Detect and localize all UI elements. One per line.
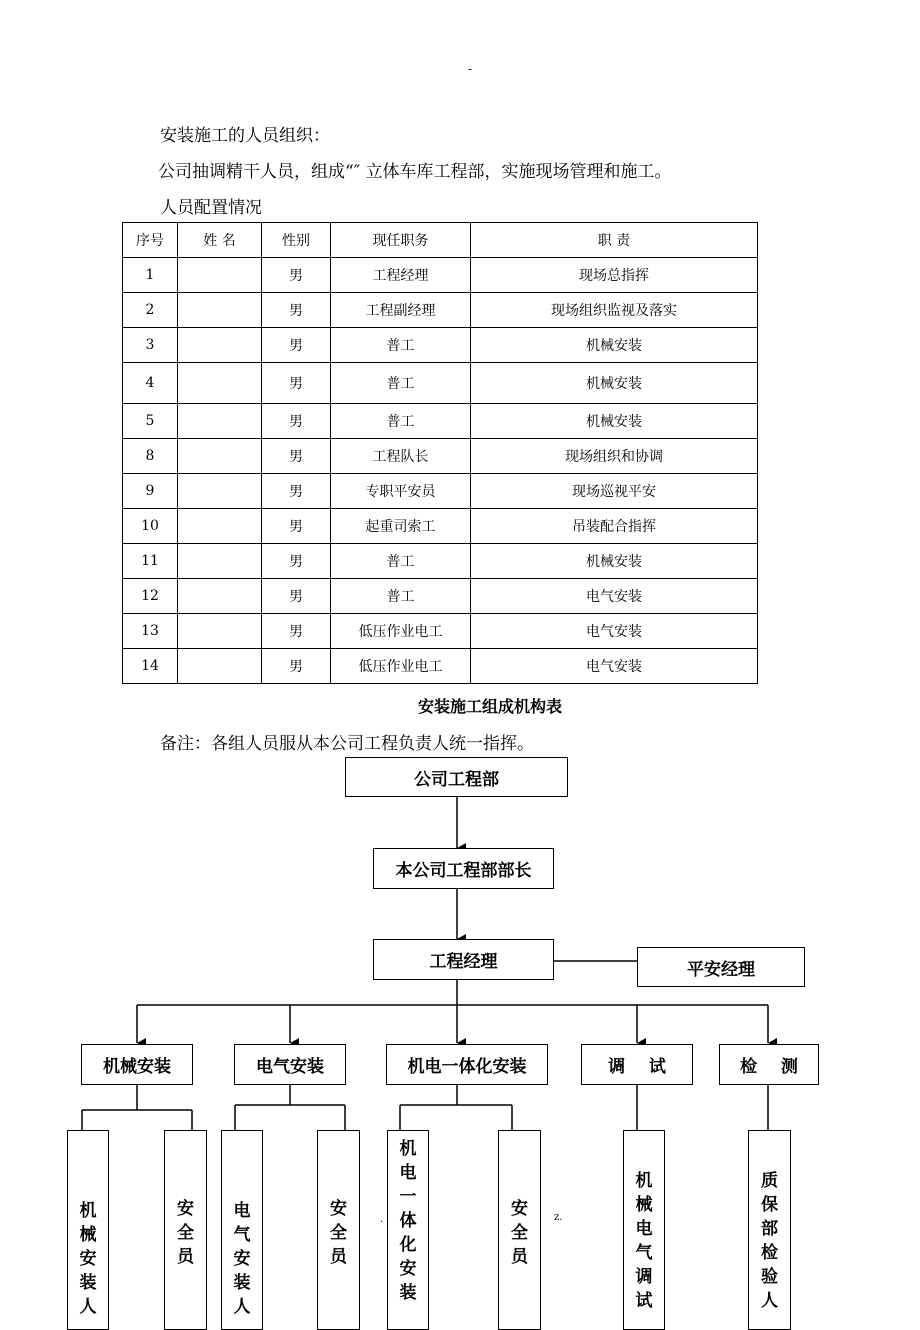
sub-mechatronic-safety-officer	[498, 1130, 541, 1330]
sub-char: 调	[635, 1267, 653, 1287]
sub-char: 全	[511, 1223, 528, 1243]
org-safety-manager: 平安经理	[637, 947, 805, 987]
sub-mechanical-installer	[67, 1130, 109, 1330]
cell-position: 工程经理	[331, 258, 471, 293]
intro-line-3: 人员配置情况	[160, 198, 262, 218]
sub-char: 员	[511, 1247, 528, 1267]
cell-index: 13	[123, 614, 178, 649]
sub-char: 械	[635, 1195, 653, 1215]
cell-gender: 男	[262, 474, 331, 509]
sub-char: 员	[330, 1247, 347, 1267]
sub-char: 装	[79, 1273, 97, 1293]
cell-gender: 男	[262, 544, 331, 579]
cell-index: 10	[123, 509, 178, 544]
cell-gender: 男	[262, 328, 331, 363]
cell-duty: 机械安装	[471, 544, 758, 579]
sub-char: 安	[177, 1199, 194, 1219]
cell-duty: 机械安装	[471, 328, 758, 363]
sub-char: 试	[635, 1291, 653, 1311]
cell-gender: 男	[262, 579, 331, 614]
cell-position: 普工	[331, 404, 471, 439]
sub-char: 装	[399, 1283, 417, 1303]
sub-char: 检	[761, 1243, 778, 1263]
sub-char: 机	[635, 1171, 653, 1191]
sub-char: 装	[233, 1273, 251, 1293]
cell-index: 9	[123, 474, 178, 509]
header-name: 姓 名	[178, 223, 262, 258]
group-mechanical-install: 机械安装	[81, 1044, 193, 1085]
org-company-dept: 公司工程部	[345, 757, 568, 797]
cell-duty: 现场组织和协调	[471, 439, 758, 474]
cell-position: 普工	[331, 544, 471, 579]
sub-electrical-installer	[221, 1130, 263, 1330]
intro-line-2: 公司抽调精干人员，组成“″ 立体车库工程部，实施现场管理和施工。	[158, 162, 672, 182]
cell-position: 普工	[331, 363, 471, 404]
cell-position: 普工	[331, 328, 471, 363]
group-debugging: 调 试	[581, 1044, 693, 1085]
cell-gender: 男	[262, 404, 331, 439]
header-index: 序号	[123, 223, 178, 258]
cell-duty: 现场总指挥	[471, 258, 758, 293]
cell-index: 4	[123, 363, 178, 404]
sub-char: 气	[233, 1225, 251, 1245]
cell-index: 5	[123, 404, 178, 439]
cell-position: 普工	[331, 579, 471, 614]
cell-index: 14	[123, 649, 178, 684]
sub-char: 人	[233, 1297, 251, 1317]
cell-index: 1	[123, 258, 178, 293]
cell-index: 8	[123, 439, 178, 474]
header-position: 现任职务	[331, 223, 471, 258]
note: 备注：各组人员服从本公司工程负责人统一指挥。	[160, 734, 534, 754]
cell-gender: 男	[262, 614, 331, 649]
cell-gender: 男	[262, 363, 331, 404]
sub-char: 机	[399, 1139, 417, 1159]
sub-char: 机	[79, 1201, 97, 1221]
header-mark: -	[468, 62, 473, 76]
sub-char: 全	[330, 1223, 347, 1243]
footer-mark-z: z.	[554, 1212, 563, 1223]
group-electrical-install: 电气安装	[234, 1044, 346, 1085]
intro-line-1: 安装施工的人员组织：	[160, 126, 330, 146]
cell-duty: 机械安装	[471, 404, 758, 439]
sub-quality-inspector	[748, 1130, 791, 1330]
org-project-manager: 工程经理	[373, 939, 554, 980]
cell-duty: 现场组织监视及落实	[471, 293, 758, 328]
cell-gender: 男	[262, 439, 331, 474]
sub-char: 部	[761, 1219, 778, 1239]
sub-mech-elec-debugger	[623, 1130, 665, 1330]
cell-duty: 电气安装	[471, 649, 758, 684]
cell-index: 12	[123, 579, 178, 614]
group-mechatronic-install: 机电一体化安装	[386, 1044, 548, 1085]
sub-char: 人	[761, 1291, 778, 1311]
sub-char: 全	[177, 1223, 194, 1243]
sub-char: 化	[399, 1235, 417, 1255]
cell-duty: 吊装配合指挥	[471, 509, 758, 544]
cell-position: 低压作业电工	[331, 649, 471, 684]
sub-char: 气	[635, 1243, 653, 1263]
cell-position: 工程副经理	[331, 293, 471, 328]
sub-char: 员	[177, 1247, 194, 1267]
sub-char: 验	[761, 1267, 778, 1287]
sub-char: 人	[79, 1297, 97, 1317]
sub-mechatronic-installer	[387, 1130, 429, 1330]
header-gender: 性别	[262, 223, 331, 258]
cell-duty: 机械安装	[471, 363, 758, 404]
header-duty: 职 责	[471, 223, 758, 258]
sub-char: 安	[330, 1199, 347, 1219]
sub-char: 一	[399, 1187, 417, 1207]
group-inspection: 检 测	[719, 1044, 819, 1085]
sub-char: 电	[233, 1201, 251, 1221]
cell-gender: 男	[262, 649, 331, 684]
sub-char: 电	[399, 1163, 417, 1183]
cell-duty: 现场巡视平安	[471, 474, 758, 509]
org-chart-caption: 安装施工组成机构表	[417, 697, 562, 716]
cell-gender: 男	[262, 509, 331, 544]
sub-char: 安	[511, 1199, 528, 1219]
sub-char: 安	[79, 1249, 97, 1269]
cell-duty: 电气安装	[471, 579, 758, 614]
cell-index: 2	[123, 293, 178, 328]
cell-gender: 男	[262, 293, 331, 328]
cell-index: 3	[123, 328, 178, 363]
org-dept-head: 本公司工程部部长	[373, 848, 554, 889]
cell-position: 专职平安员	[331, 474, 471, 509]
sub-char: 质	[761, 1171, 778, 1191]
cell-position: 低压作业电工	[331, 614, 471, 649]
cell-position: 工程队长	[331, 439, 471, 474]
sub-char: 安	[233, 1249, 251, 1269]
sub-char: 电	[635, 1219, 653, 1239]
cell-index: 11	[123, 544, 178, 579]
sub-char: 安	[399, 1259, 417, 1279]
sub-char: 体	[399, 1211, 417, 1231]
sub-char: 保	[761, 1195, 778, 1215]
footer-mark-dot: .	[380, 1214, 384, 1225]
sub-mechanical-safety-officer	[164, 1130, 207, 1330]
sub-electrical-safety-officer	[317, 1130, 360, 1330]
cell-duty: 电气安装	[471, 614, 758, 649]
sub-char: 械	[79, 1225, 97, 1245]
cell-gender: 男	[262, 258, 331, 293]
cell-position: 起重司索工	[331, 509, 471, 544]
